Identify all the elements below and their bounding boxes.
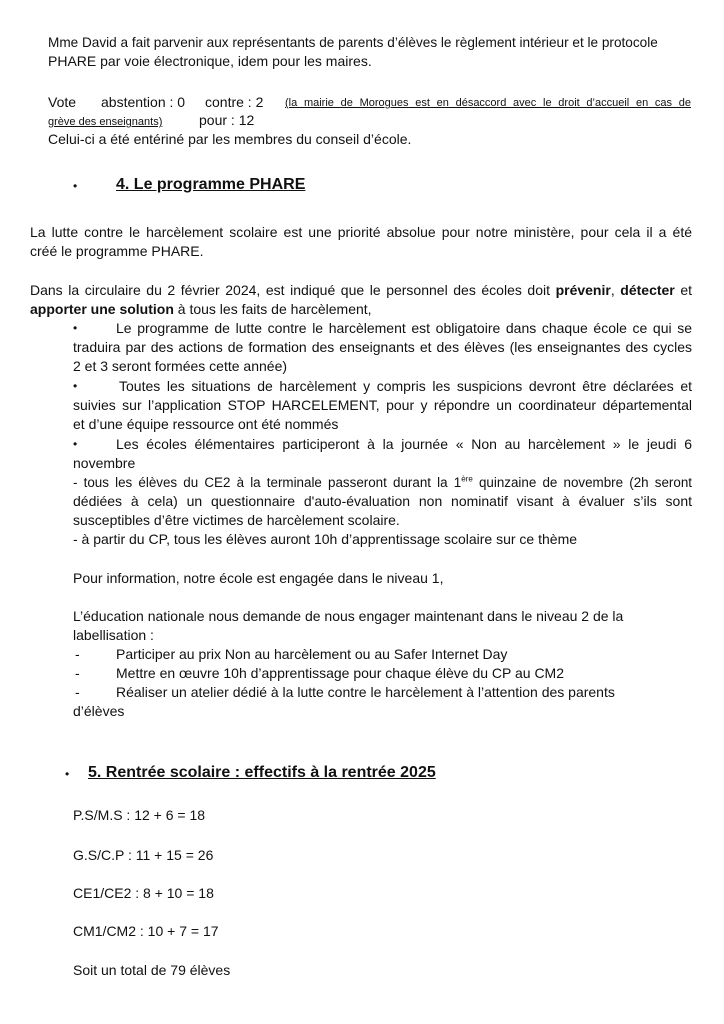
- section-4-para-2-line-1: [30, 281, 692, 300]
- section-4-title: 4. Le programme PHARE: [116, 176, 306, 193]
- para-2-text-c: à tous les faits de harcèlement,: [173, 301, 372, 317]
- keyword-apporter-solution: apporter une solution: [30, 301, 174, 317]
- class-count-cm1-cm2: CM1/CM2 : 10 + 7 = 17: [73, 923, 219, 939]
- level-2-dash: -: [75, 665, 80, 681]
- list-item-3-line-2: novembre: [73, 455, 136, 471]
- intro-line-1: Mme David a fait parvenir aux représentants de parents d’élèves le règlement intérieur et le protocole: [48, 35, 658, 50]
- dash-item-1-text-b: quinzaine de novembre (2h seront: [472, 475, 692, 490]
- keyword-detecter: détecter: [620, 282, 675, 298]
- list-bullet: •: [73, 437, 78, 451]
- level-2-item-1: Participer au prix Non au harcèlement ou au Safer Internet Day: [116, 646, 508, 662]
- section-5-title: 5. Rentrée scolaire : effectifs à la rentrée 2025: [88, 764, 436, 781]
- class-count-ps-ms: P.S/M.S : 12 + 6 = 18: [73, 807, 206, 823]
- section-4-bullet: •: [73, 179, 78, 193]
- superscript-ere: ère: [461, 474, 473, 484]
- dash-item-1-line-2: dédiées à cela) un questionnaire d'auto-évaluation non nominatif visant à évaluer s’ils sont: [73, 493, 692, 509]
- vote-pour: pour : 12: [199, 112, 255, 128]
- list-item-1-line-1: Le programme de lutte contre le harcèlement est obligatoire dans chaque école ce qui se: [116, 320, 692, 336]
- dash-item-1-line-1: [73, 473, 692, 492]
- list-bullet: •: [73, 321, 78, 335]
- level-2-item-2: Mettre en œuvre 10h d’apprentissage pour chaque élève du CP au CM2: [116, 665, 565, 681]
- section-5-bullet: •: [65, 767, 70, 781]
- para-2-text-a: Dans la circulaire du 2 février 2024, est indiqué que le personnel des écoles doit: [30, 282, 556, 298]
- class-count-gs-cp: G.S/C.P : 11 + 15 = 26: [73, 847, 214, 863]
- vote-abstention: abstention : 0: [101, 94, 186, 110]
- vote-note-line-2: grève des enseignants): [48, 116, 163, 128]
- vote-note-line-1: (la mairie de Morogues est en désaccord avec le droit d’accueil en cas de: [285, 97, 691, 109]
- class-count-ce1-ce2: CE1/CE2 : 8 + 10 = 18: [73, 885, 214, 901]
- keyword-prevenir: prévenir: [555, 282, 611, 298]
- para-2-text-b: et: [674, 282, 692, 298]
- total-students: Soit un total de 79 élèves: [73, 962, 231, 978]
- level-2-intro-line-2: labellisation :: [73, 627, 154, 643]
- dash-item-1-line-3: susceptibles d’être victimes de harcèlement scolaire.: [73, 512, 400, 528]
- list-item-1-line-3: 2 et 3 seront formées cette année): [73, 358, 288, 374]
- info-level-1: Pour information, notre école est engagée dans le niveau 1,: [73, 570, 444, 586]
- vote-conclusion: Celui-ci a été entériné par les membres du conseil d’école.: [48, 131, 412, 147]
- level-2-dash: -: [75, 646, 80, 662]
- section-4-para-2-line-2: [30, 300, 372, 319]
- intro-line-2: PHARE par voie électronique, idem pour les maires.: [48, 53, 372, 69]
- list-item-3-line-1: Les écoles élémentaires participeront à la journée « Non au harcèlement » le jeudi 6: [116, 436, 692, 452]
- list-item-2-line-2: suivies sur l’application STOP HARCELEMENT, pour y répondre un coordinateur départemental: [73, 397, 692, 413]
- vote-label: Vote: [48, 94, 77, 110]
- section-4-para-1-line-1: La lutte contre le harcèlement scolaire est une priorité absolue pour notre ministère, pour cela il a été: [30, 224, 692, 240]
- list-item-2-line-3: et d’une équipe ressource ont été nommés: [73, 416, 339, 432]
- level-2-intro-line-1: L’éducation nationale nous demande de nous engager maintenant dans le niveau 2 de la: [73, 608, 624, 624]
- level-2-item-3: Réaliser un atelier dédié à la lutte contre le harcèlement à l’attention des parents: [116, 684, 615, 700]
- level-2-dash: -: [75, 684, 80, 700]
- dash-item-1-text-a: - tous les élèves du CE2 à la terminale passeront durant la 1: [73, 475, 462, 490]
- level-2-item-3-cont: d’élèves: [73, 703, 125, 719]
- dash-item-2: - à partir du CP, tous les élèves auront 10h d’apprentissage scolaire sur ce thème: [73, 531, 578, 547]
- vote-contre: contre : 2: [205, 94, 264, 110]
- section-4-para-1-line-2: créé le programme PHARE.: [30, 243, 204, 259]
- para-2-sep: ,: [610, 282, 621, 298]
- list-item-2-line-1: Toutes les situations de harcèlement y compris les suspicions devront être déclarées et: [119, 378, 692, 394]
- list-item-1-line-2: traduira par des actions de formation des enseignants et des élèves (les enseignantes des cycles: [73, 339, 692, 355]
- list-bullet: •: [73, 379, 78, 393]
